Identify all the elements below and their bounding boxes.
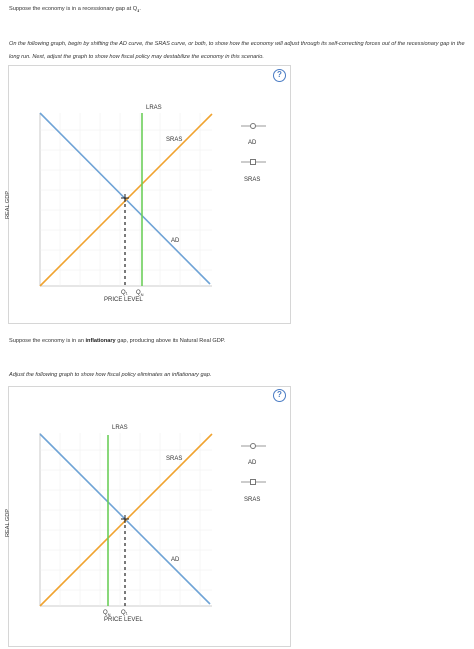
- ad-legend-handle: [251, 444, 256, 449]
- x-axis-label: PRICE LEVEL: [104, 297, 143, 303]
- legend-ad-label: AD: [248, 140, 257, 146]
- lras-label: LRAS: [146, 105, 162, 111]
- intro-recessionary: Suppose the economy is in a recessionary gap at $Q_1$.: [9, 6, 141, 14]
- legend-ad-label: AD: [248, 460, 257, 466]
- legend-sras-label: SRAS: [244, 177, 261, 183]
- x-axis-label: PRICE LEVEL: [104, 617, 143, 623]
- lras-label: LRAS: [112, 425, 128, 431]
- intro-inflationary: Suppose the economy is in an inflationary gap, producing above its Natural Real GDP.: [9, 338, 226, 344]
- legend-sras-label: SRAS: [244, 497, 261, 503]
- sras-legend-handle: [251, 480, 256, 485]
- tick-qn: $Q_N$: [103, 610, 111, 618]
- ad-label: AD: [171, 238, 180, 244]
- y-axis-label: REAL GDP: [5, 508, 12, 538]
- ad-label: AD: [171, 557, 180, 563]
- tick-q1: Q₁: [121, 610, 128, 616]
- tick-q1: Q₁: [121, 290, 128, 296]
- help-icon[interactable]: ?: [273, 389, 286, 402]
- y-axis-label: REAL GDP: [5, 190, 12, 220]
- instructions-inflationary: Adjust the following graph to show how fiscal policy eliminates an inflationary gap.: [9, 372, 212, 378]
- tick-qn: $Q_N$: [136, 290, 144, 298]
- sras-label: SRAS: [166, 456, 183, 462]
- help-icon[interactable]: ?: [273, 69, 286, 82]
- instructions-recessionary: On the following graph, begin by shifting the AD curve, the SRAS curve, or both, to show how the economy will adjust through its self-correcting forces out of the recessionary gap in the long run. Next, adjust the graph to show how fiscal policy may destabilize the economy in this scenario.: [9, 41, 465, 60]
- sras-label: SRAS: [166, 137, 183, 143]
